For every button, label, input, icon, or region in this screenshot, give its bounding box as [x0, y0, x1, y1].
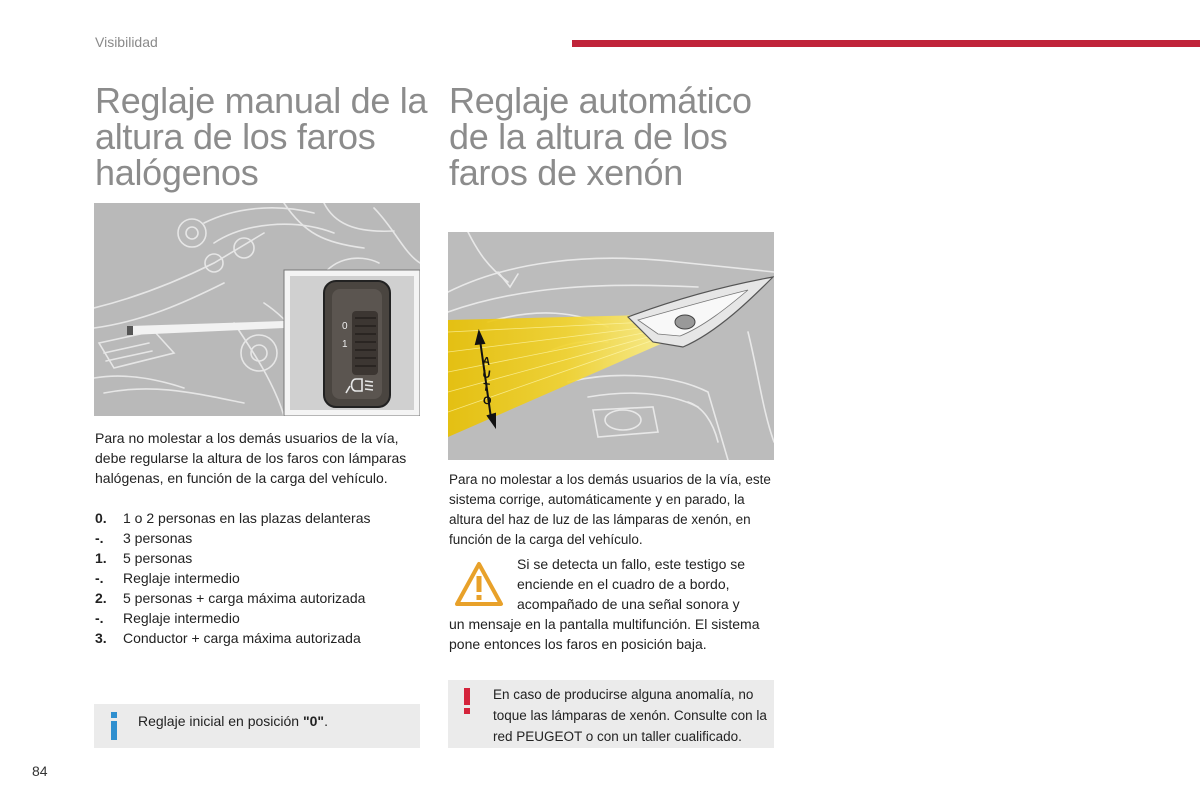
info-note-box — [94, 704, 420, 748]
xenon-headlamp-illustration — [448, 232, 774, 460]
caution-note-text: En caso de producirse alguna anomalía, no toque las lámparas de xenón. Consulte con la red PEUGEOT o con un taller cualificado. — [493, 687, 767, 744]
header-rule — [572, 40, 1200, 47]
load-position-list — [95, 508, 425, 648]
dashboard-dial-illustration — [94, 203, 420, 416]
exclamation-icon — [463, 688, 471, 714]
left-intro-paragraph: Para no molestar a los demás usuarios de la vía, debe regularse la altura de los faros con lámparas halógenas, en función de la carga del vehículo. — [95, 430, 407, 486]
info-icon — [109, 712, 119, 740]
list-item: -. Reglaje intermedio — [95, 570, 240, 586]
auto-label: AUTO — [481, 355, 493, 408]
warning-triangle-icon — [454, 560, 504, 608]
caution-note-box — [448, 680, 774, 748]
section-label: Visibilidad — [95, 34, 158, 50]
list-item: 0. 1 o 2 personas en las plazas delanteras — [95, 510, 371, 526]
warning-text: Si se detecta un fallo, este testigo se enciende en el cuadro de a bordo, acompañado de una señal sonora y — [517, 556, 746, 612]
list-item: 1. 5 personas — [95, 550, 193, 566]
list-item: 2. 5 personas + carga máxima autorizada — [95, 590, 366, 606]
dial-label-0: 0 — [342, 321, 348, 332]
right-intro-paragraph: Para no molestar a los demás usuarios de la vía, este sistema corrige, automáticamente y en parado, la altura del haz de luz de las lámparas de xenón, en función de la carga del vehículo. — [449, 472, 771, 547]
info-note-text: Reglaje inicial en posición "0". — [138, 713, 328, 729]
dial-label-1: 1 — [342, 339, 348, 350]
list-item: -. Reglaje intermedio — [95, 610, 240, 626]
warning-text-continued: un mensaje en la pantalla multifunción. El sistema pone entonces los faros en posición baja. — [449, 616, 760, 652]
list-item: -. 3 personas — [95, 530, 193, 546]
title-automatic-adjustment: Reglaje automático de la altura de los faros de xenón — [449, 80, 752, 193]
list-item: 3. Conductor + carga máxima autorizada — [95, 630, 361, 646]
title-manual-adjustment: Reglaje manual de la altura de los faros halógenos — [95, 80, 428, 193]
page-number: 84 — [32, 763, 48, 779]
